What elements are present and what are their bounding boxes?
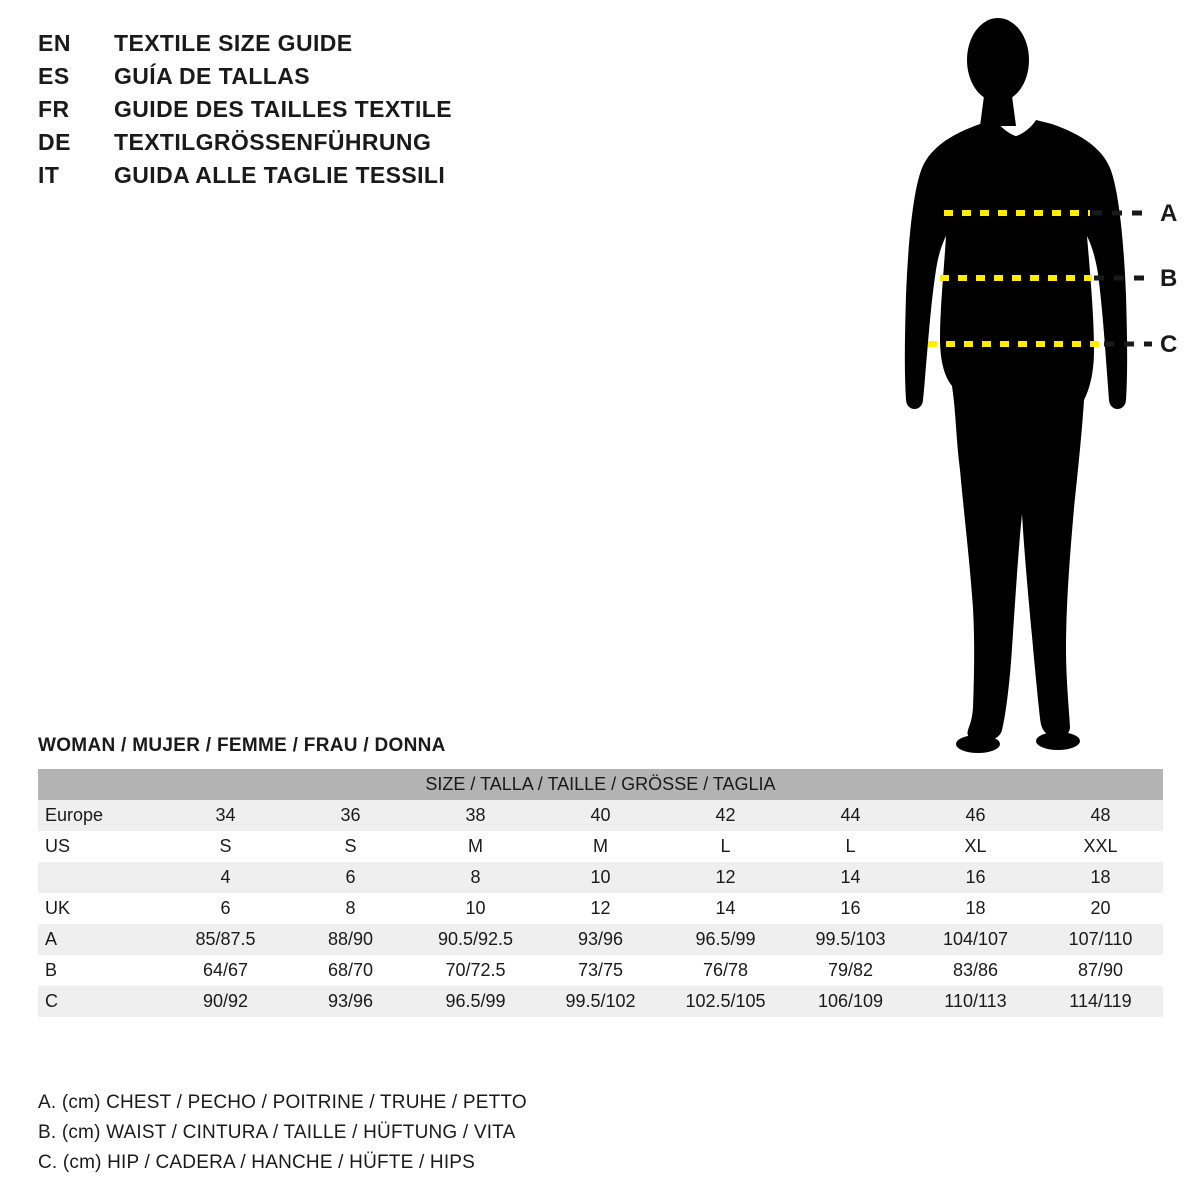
table-cell: 16 [913,862,1038,893]
language-code: ES [38,63,70,89]
language-row [38,63,658,96]
table-cell: 76/78 [663,955,788,986]
table-cell: 93/96 [538,924,663,955]
table-cell: 110/113 [913,986,1038,1017]
table-cell: 40 [538,800,663,831]
table-header-row [38,769,1163,800]
table-cell: 18 [1038,862,1163,893]
table-cell: 38 [413,800,538,831]
table-row [38,862,1163,893]
table-cell: 93/96 [288,986,413,1017]
table-cell: 90.5/92.5 [413,924,538,955]
table-cell: 42 [663,800,788,831]
table-cell: 106/109 [788,986,913,1017]
legend-line-hip: C. (cm) HIP / CADERA / HANCHE / HÜFTE / HIPS [38,1152,476,1173]
table-cell: 36 [288,800,413,831]
marker-label-c: C [1160,331,1178,358]
language-header-block [38,30,658,195]
table-cell: 8 [288,893,413,924]
table-row [38,893,1163,924]
table-caption: WOMAN / MUJER / FEMME / FRAU / DONNA [38,735,446,756]
table-cell: 46 [913,800,1038,831]
table-cell: 83/86 [913,955,1038,986]
table-cell: 104/107 [913,924,1038,955]
female-body-figure [860,8,1190,748]
language-code: DE [38,129,71,155]
row-label: C [38,986,163,1017]
table-cell: XL [913,831,1038,862]
table-cell: 12 [538,893,663,924]
legend-line-chest: A. (cm) CHEST / PECHO / POITRINE / TRUHE / PETTO [38,1092,527,1113]
table-cell: 99.5/103 [788,924,913,955]
table-cell: 70/72.5 [413,955,538,986]
table-cell: 18 [913,893,1038,924]
legend-line-waist: B. (cm) WAIST / CINTURA / TAILLE / HÜFTUNG / VITA [38,1122,516,1143]
marker-label-b: B [1160,265,1178,292]
table-cell: 6 [163,893,288,924]
table-cell: 68/70 [288,955,413,986]
row-label [38,862,163,893]
language-title: GUIDE DES TAILLES TEXTILE [114,96,452,122]
table-cell: 88/90 [288,924,413,955]
table-cell: 14 [788,862,913,893]
language-row [38,96,658,129]
female-silhouette-icon [860,8,1190,753]
language-row [38,30,658,63]
table-cell: 10 [413,893,538,924]
language-row [38,129,658,162]
language-code: IT [38,162,60,188]
table-cell: 114/119 [1038,986,1163,1017]
table-cell: 16 [788,893,913,924]
language-code: FR [38,96,70,122]
table-cell: M [413,831,538,862]
table-row [38,800,1163,831]
table-cell: 6 [288,862,413,893]
table-cell: 87/90 [1038,955,1163,986]
table-cell: 73/75 [538,955,663,986]
language-title: GUIDA ALLE TAGLIE TESSILI [114,162,446,188]
table-cell: 14 [663,893,788,924]
table-cell: 44 [788,800,913,831]
row-label: A [38,924,163,955]
table-row [38,831,1163,862]
table-cell: S [163,831,288,862]
table-cell: 90/92 [163,986,288,1017]
table-cell: 96.5/99 [663,924,788,955]
row-label: UK [38,893,163,924]
table-cell: 96.5/99 [413,986,538,1017]
table-cell: 102.5/105 [663,986,788,1017]
table-cell: 85/87.5 [163,924,288,955]
table-cell: 12 [663,862,788,893]
table-cell: 79/82 [788,955,913,986]
table-cell: L [788,831,913,862]
size-table-section [38,735,1163,1017]
row-label: US [38,831,163,862]
table-cell: S [288,831,413,862]
table-cell: XXL [1038,831,1163,862]
row-label: Europe [38,800,163,831]
language-code: EN [38,30,71,56]
table-row [38,924,1163,955]
table-row [38,955,1163,986]
table-header-label: SIZE / TALLA / TAILLE / GRÖSSE / TAGLIA [38,769,1163,800]
table-cell: 99.5/102 [538,986,663,1017]
row-label: B [38,955,163,986]
language-row [38,162,658,195]
language-title: GUÍA DE TALLAS [114,63,310,89]
table-cell: 8 [413,862,538,893]
size-table [38,769,1163,1017]
table-cell: 34 [163,800,288,831]
language-title: TEXTILGRÖSSENFÜHRUNG [114,129,432,155]
table-cell: 20 [1038,893,1163,924]
table-cell: 48 [1038,800,1163,831]
table-cell: 107/110 [1038,924,1163,955]
table-cell: M [538,831,663,862]
table-cell: L [663,831,788,862]
table-cell: 10 [538,862,663,893]
legend-block [38,1088,938,1178]
table-cell: 4 [163,862,288,893]
table-row [38,986,1163,1017]
marker-label-a: A [1160,200,1178,227]
language-title: TEXTILE SIZE GUIDE [114,30,353,56]
table-cell: 64/67 [163,955,288,986]
